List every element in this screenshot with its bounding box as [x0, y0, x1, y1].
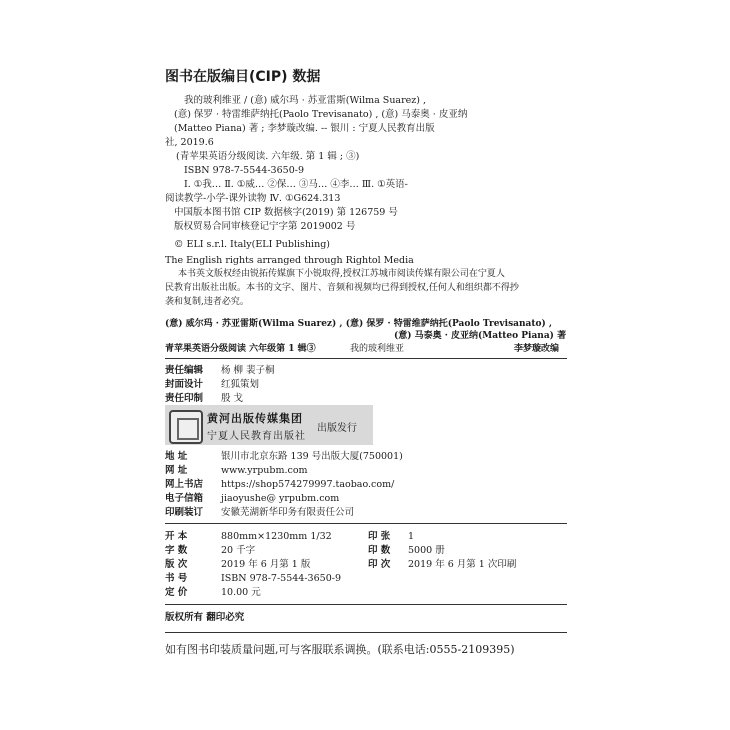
cip-line: (Matteo Piana) 著 ; 李梦璇改编. -- 银川 : 宁夏人民教育出版	[174, 123, 435, 134]
cip-title: 图书在版编目(CIP) 数据	[165, 69, 321, 85]
spec-row	[368, 530, 414, 543]
cip-line: 版权贸易合同审核登记宁字第 2019002 号	[174, 221, 356, 232]
staff-row	[165, 392, 243, 405]
staff-row	[165, 378, 259, 391]
cip-line: Ⅰ. ①我… Ⅱ. ①威… ②保… ③马… ④李… Ⅲ. ①英语-	[184, 179, 408, 190]
contact-label: 网 址	[165, 465, 188, 476]
spec-label: 印 数	[368, 545, 391, 556]
spec-value: 1	[408, 531, 415, 542]
spec-label: 字 数	[165, 545, 188, 556]
series-name: 青苹果英语分级阅读 六年级第 1 辑③	[165, 344, 316, 354]
staff-label: 责任印制	[165, 393, 204, 404]
footer-notice: 如有图书印装质量问题,可与客服联系调换。(联系电话:0555-2109395)	[165, 643, 515, 656]
spec-value: 10.00 元	[221, 587, 261, 598]
spec-value: 2019 年 6 月第 1 版	[221, 559, 311, 570]
contact-row	[165, 506, 354, 519]
divider	[165, 358, 567, 359]
publisher-label: 出版发行	[317, 423, 357, 434]
credits-illustrator: (意) 马泰奥 · 皮亚纳(Matteo Piana) 著	[394, 331, 567, 341]
spec-value: 5000 册	[408, 545, 445, 556]
publisher-press: 宁夏人民教育出版社	[207, 431, 306, 442]
contact-value: 银川市北京东路 139 号出版大厦(750001)	[221, 451, 403, 462]
spec-value: 20 千字	[221, 545, 256, 556]
cip-line: ISBN 978-7-5544-3650-9	[184, 165, 304, 176]
contact-label: 印刷装订	[165, 507, 204, 518]
cip-line: 民教育出版社出版。本书的文字、图片、音频和视频均已得到授权,任何人和组织都不得抄	[165, 283, 519, 293]
contact-row	[165, 450, 403, 463]
spec-row	[165, 558, 310, 571]
divider	[165, 523, 567, 524]
cip-line: © ELI s.r.l. Italy(ELI Publishing)	[174, 239, 330, 250]
staff-value: 红狐策划	[221, 379, 260, 390]
book-title: 我的玻利维亚	[350, 344, 405, 354]
cip-line: 阅读教学-小学-课外读物 Ⅳ. ①G624.313	[165, 193, 341, 204]
spec-label: 开 本	[165, 531, 188, 542]
contact-value: 安徽芜湖新华印务有限责任公司	[221, 507, 355, 518]
divider	[165, 632, 567, 633]
cip-line: (意) 保罗 · 特雷维萨纳托(Paolo Trevisanato) , (意) 马泰奥 · 皮亚纳	[174, 109, 468, 120]
cip-line: 本书英文版权经由锐拓传媒旗下小锐取得,授权江苏城市阅读传媒有限公司在宁夏人	[178, 269, 505, 279]
spec-row	[165, 544, 255, 557]
publisher-group: 黄河出版传媒集团	[207, 412, 303, 425]
cip-line: 袭和复制,违者必究。	[165, 297, 249, 307]
contact-label: 网上书店	[165, 479, 204, 490]
contact-label: 地 址	[165, 451, 188, 462]
spec-label: 定 价	[165, 587, 188, 598]
spec-row	[165, 572, 341, 585]
spec-value: 2019 年 6 月第 1 次印刷	[408, 559, 517, 570]
staff-value: 殷 戈	[221, 393, 244, 404]
spec-row	[368, 558, 516, 571]
cip-line: The English rights arranged through Rightol Media	[165, 255, 414, 266]
spec-row	[165, 530, 332, 543]
cip-line: 中国版本图书馆 CIP 数据核字(2019) 第 126759 号	[174, 207, 398, 218]
cip-line: 社, 2019.6	[165, 137, 214, 148]
spec-value: 880mm×1230mm 1/32	[221, 531, 332, 542]
contact-value: www.yrpubm.com	[221, 465, 308, 476]
staff-value: 杨 柳 裴子桐	[221, 365, 275, 376]
contact-label: 电子信箱	[165, 493, 204, 504]
staff-row	[165, 364, 275, 377]
rights-notice: 版权所有 翻印必究	[165, 612, 245, 623]
divider	[165, 604, 567, 605]
contact-row	[165, 464, 308, 477]
staff-label: 封面设计	[165, 379, 204, 390]
contact-row	[165, 478, 394, 491]
spec-label: 印 张	[368, 531, 391, 542]
spec-row	[368, 544, 445, 557]
publisher-logo	[165, 405, 373, 445]
spec-label: 书 号	[165, 573, 188, 584]
contact-value: jiaoyushe@ yrpubm.com	[221, 493, 340, 504]
cip-line: 我的玻利维亚 / (意) 威尔玛 · 苏亚雷斯(Wilma Suarez) ,	[184, 95, 427, 106]
staff-label: 责任编辑	[165, 365, 204, 376]
spec-value: ISBN 978-7-5544-3650-9	[221, 573, 341, 584]
cip-line: (青苹果英语分级阅读. 六年级. 第 1 辑 ; ③)	[176, 151, 360, 162]
contact-value: https://shop574279997.taobao.com/	[221, 479, 395, 490]
adapter-credit: 李梦璇改编	[514, 344, 560, 354]
publisher-seal-icon	[169, 410, 203, 444]
spec-label: 版 次	[165, 559, 188, 570]
spec-row	[165, 586, 261, 599]
spec-label: 印 次	[368, 559, 391, 570]
contact-row	[165, 492, 339, 505]
credits-authors: (意) 威尔玛 · 苏亚雷斯(Wilma Suarez) , (意) 保罗 · 特雷维萨纳托(Paolo Trevisanato) ,	[165, 319, 553, 329]
